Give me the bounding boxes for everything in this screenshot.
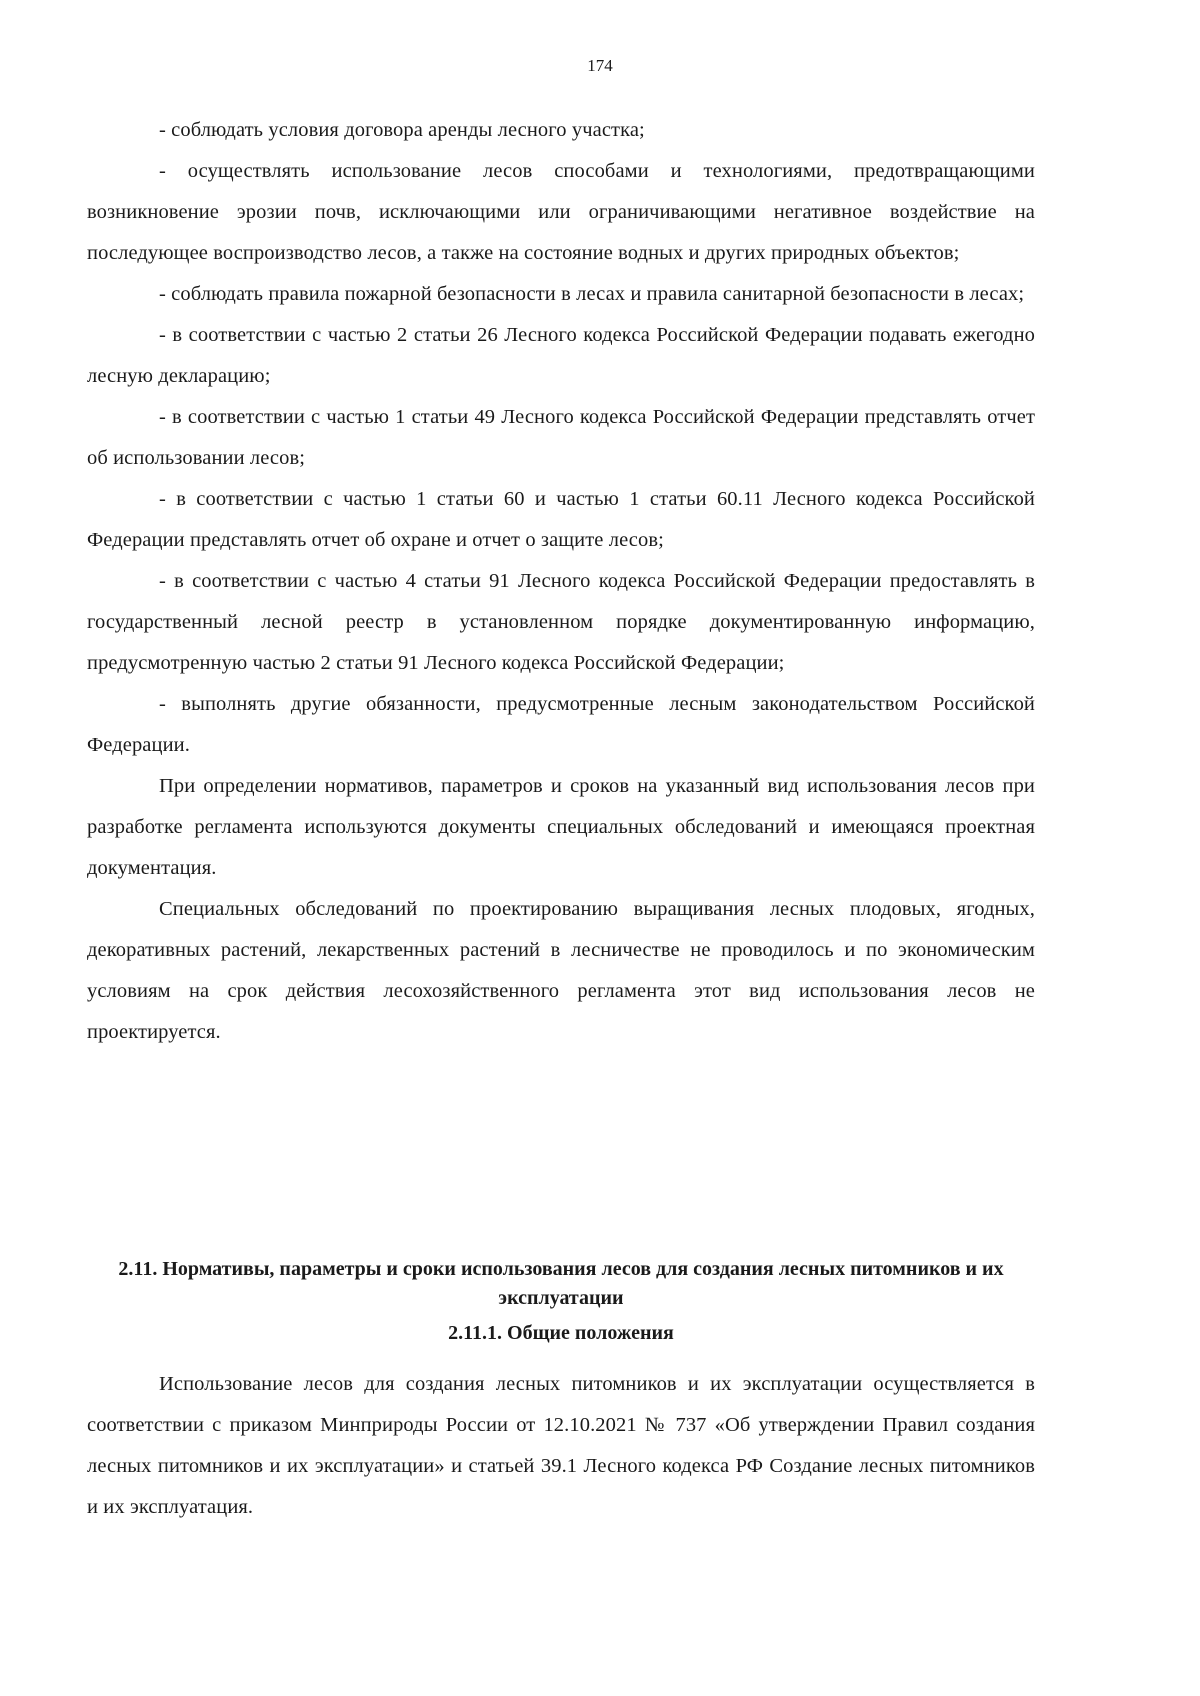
body-text [87,110,1035,1053]
paragraph: - в соответствии с частью 1 статьи 49 Лесного кодекса Российской Федерации представлять отчет об использовании лесов; [87,406,1035,469]
paragraph: - соблюдать условия договора аренды лесного участка; [159,119,645,141]
section-heading: 2.11. Нормативы, параметры и сроки использования лесов для создания лесных питомников и их эксплуатации [118,1258,1004,1309]
paragraph: - выполнять другие обязанности, предусмотренные лесным законодательством Российской Федерации. [87,693,1035,756]
subsection-heading: 2.11.1. Общие положения [448,1322,674,1344]
paragraph: - осуществлять использование лесов способами и технологиями, предотвращающими возникновение эрозии почв, исключающими или ограничивающими негативное воздействие на последующее воспроизводство лесов, а также на состояние водных и других природных объектов; [87,160,1035,264]
section-header [87,1255,1035,1347]
paragraph: - соблюдать правила пожарной безопасности в лесах и правила санитарной безопасности в лесах; [159,283,1025,305]
section-body [87,1364,1035,1528]
paragraph: При определении нормативов, параметров и сроков на указанный вид использования лесов при разработке регламента используются документы специальных обследований и имеющаяся проектная документация. [87,775,1035,879]
paragraph: Специальных обследований по проектированию выращивания лесных плодовых, ягодных, декоративных растений, лекарственных растений в лесничестве не проводилось и по экономическим условиям на срок действия лесохозяйственного регламента этот вид использования лесов не проектируется. [87,898,1035,1043]
paragraph: - в соответствии с частью 2 статьи 26 Лесного кодекса Российской Федерации подавать ежегодно лесную декларацию; [87,324,1035,387]
paragraph: - в соответствии с частью 4 статьи 91 Лесного кодекса Российской Федерации предоставлять в государственный лесной реестр в установленном порядке документированную информацию, предусмотренную частью 2 статьи 91 Лесного кодекса Российской Федерации; [87,570,1035,674]
page-number: 174 [587,56,613,75]
paragraph: Использование лесов для создания лесных питомников и их эксплуатации осуществляется в соответствии с приказом Минприроды России от 12.10.2021 № 737 «Об утверждении Правил создания лесных питомников и их эксплуатации» и статьей 39.1 Лесного кодекса РФ Создание лесных питомников и их эксплуатация. [87,1373,1035,1518]
paragraph: - в соответствии с частью 1 статьи 60 и частью 1 статьи 60.11 Лесного кодекса Российской Федерации представлять отчет об охране и отчет о защите лесов; [87,488,1035,551]
